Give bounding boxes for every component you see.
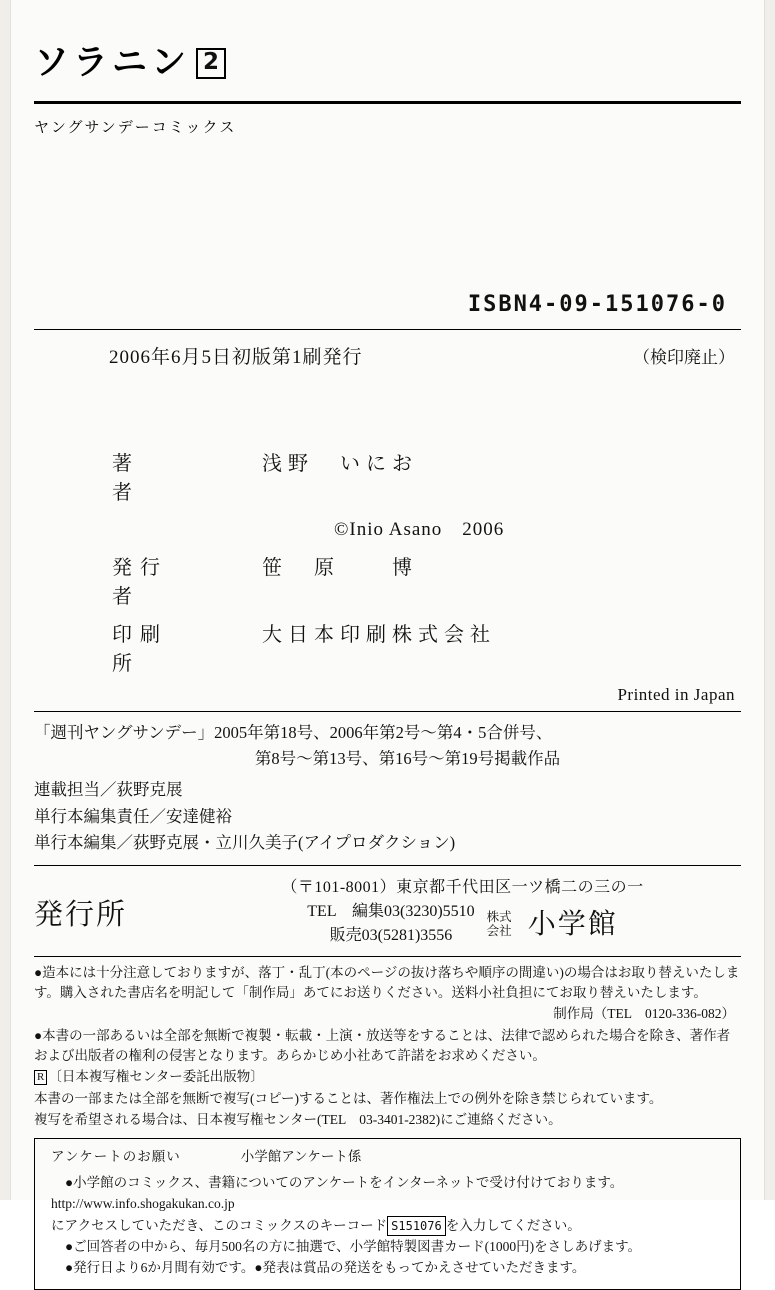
credit-value: 大日本印刷株式会社 — [262, 624, 496, 646]
divider-under-isbn — [34, 329, 741, 330]
survey-header — [51, 1147, 728, 1167]
staff-line-editors: 単行本編集／荻野克展・立川久美子(アイプロダクション) — [34, 832, 456, 852]
credit-value: 浅野 いにお — [262, 453, 418, 475]
publisher-tel-sales: 販売03(5281)3556 — [329, 927, 453, 945]
survey-box — [34, 1138, 741, 1290]
notice-copy-2: 複写を希望される場合は、日本複写権センター(TEL 03-3401-2382)にご連絡ください。 — [34, 1112, 562, 1128]
publisher-phone-numbers — [307, 900, 474, 948]
survey-line-1: ●小学館のコミックス、書籍についてのアンケートをインターネットで受け付けております。 — [65, 1175, 624, 1191]
corp-line-2: 会社 — [486, 924, 512, 939]
publisher-corporate-type — [487, 910, 512, 939]
publisher-name: 小学館 — [527, 907, 618, 941]
notice-contact: 制作局（TEL 0120-336-082） — [553, 1006, 735, 1022]
page-edge-left — [0, 0, 11, 1200]
volume-number: 2 — [196, 48, 226, 79]
credit-row-author — [34, 447, 741, 505]
divider-under-credits — [34, 711, 741, 712]
publisher-address: （〒101-8001）東京都千代田区一ツ橋二の三の一 — [281, 879, 644, 897]
staff-line-serialization: 連載担当／荻野克展 — [34, 780, 183, 800]
rights-mark-icon: R — [34, 1070, 47, 1085]
page-edge-right — [764, 0, 775, 1200]
survey-keycode: S151076 — [387, 1216, 446, 1236]
printed-in-japan: Printed in Japan — [617, 685, 735, 704]
rmark-note: 〔日本複写権センター委託出版物〕 — [48, 1069, 264, 1085]
book-title: ソラニン — [34, 43, 191, 83]
colophon-content — [34, 0, 741, 1290]
survey-validity: ●発行日より6か月間有効です。 — [65, 1260, 255, 1276]
publication-date-row — [34, 342, 741, 369]
publisher-label: 発行所 — [34, 896, 128, 931]
publisher-block — [34, 876, 741, 948]
credit-label: 印刷所 — [112, 624, 168, 675]
survey-url[interactable]: http://www.info.shogakukan.co.jp — [51, 1196, 235, 1212]
serialization-line-1: 「週刊ヤングサンデー」2005年第18号、2006年第2号〜第4・5合併号、 — [34, 723, 553, 742]
credit-row-publisher-person — [34, 551, 741, 609]
corp-line-1: 株式 — [486, 909, 512, 924]
survey-department: 小学館アンケート係 — [240, 1148, 362, 1164]
notice-defective-copies: ●造本には十分注意しておりますが、落丁・乱丁(本のページの抜け落ちや順序の間違い)の場合はお取り替えいたします。購入された書店名を明記して「制作局」あてにお送りください。送料小社負担にてお取り替えいたします。 — [34, 965, 740, 1000]
survey-line-4 — [51, 1258, 728, 1278]
survey-keycode-line — [51, 1216, 728, 1236]
serialization-block — [34, 720, 741, 771]
credit-row-printer — [34, 618, 741, 676]
publisher-tel-editorial: TEL 編集03(3230)5510 — [307, 903, 475, 921]
seal-note: （検印廃止） — [633, 348, 735, 367]
imprint-label: ヤングサンデーコミックス — [34, 118, 237, 136]
divider-under-staff — [34, 865, 741, 866]
notice-reproduction: ●本書の一部あるいは全部を無断で複製・転載・上演・放送等をすることは、法律で認められた場合を除き、著作者および出版者の権利の侵害となります。あらかじめ小社あて許諾をお求めください。 — [34, 1027, 731, 1063]
credit-label: 発行者 — [112, 557, 168, 608]
notice-rmark-line — [34, 1067, 741, 1087]
staff-line-editor-chief: 単行本編集責任／安達健裕 — [34, 806, 232, 826]
survey-title: アンケートのお願い — [51, 1148, 181, 1164]
title-block — [34, 43, 741, 83]
survey-line-3: ●ご回答者の中から、毎月500名の方に抽選で、小学館特製図書カード(1000円)をさしあげます。 — [65, 1238, 642, 1254]
publisher-contact-row — [184, 900, 741, 948]
serialization-line-2: 第8号〜第13号、第16号〜第19号掲載作品 — [254, 748, 561, 768]
isbn-code: ISBN4-09-151076-0 — [467, 292, 727, 317]
credit-label: 著 者 — [112, 453, 168, 504]
divider-heavy-top — [34, 101, 741, 104]
copyright-line: ©Inio Asano 2006 — [334, 519, 505, 540]
survey-announcement: ●発表は賞品の発送をもってかえさせていただきます。 — [254, 1260, 586, 1276]
credit-value: 笹 原 博 — [262, 557, 418, 579]
notice-copy-1: 本書の一部または全部を無断で複写(コピー)することは、著作権法上での例外を除き禁じられています。 — [34, 1090, 663, 1106]
survey-keycode-post: を入力してください。 — [445, 1217, 581, 1233]
staff-block — [34, 777, 741, 856]
publication-date: 2006年6月5日初版第1刷発行 — [109, 347, 363, 368]
legal-notices — [34, 963, 741, 1130]
credits-block — [34, 447, 741, 705]
divider-under-publisher — [34, 956, 741, 957]
survey-keycode-pre: にアクセスしていただき、このコミックスのキーコード — [51, 1217, 388, 1233]
publisher-details — [184, 876, 741, 948]
